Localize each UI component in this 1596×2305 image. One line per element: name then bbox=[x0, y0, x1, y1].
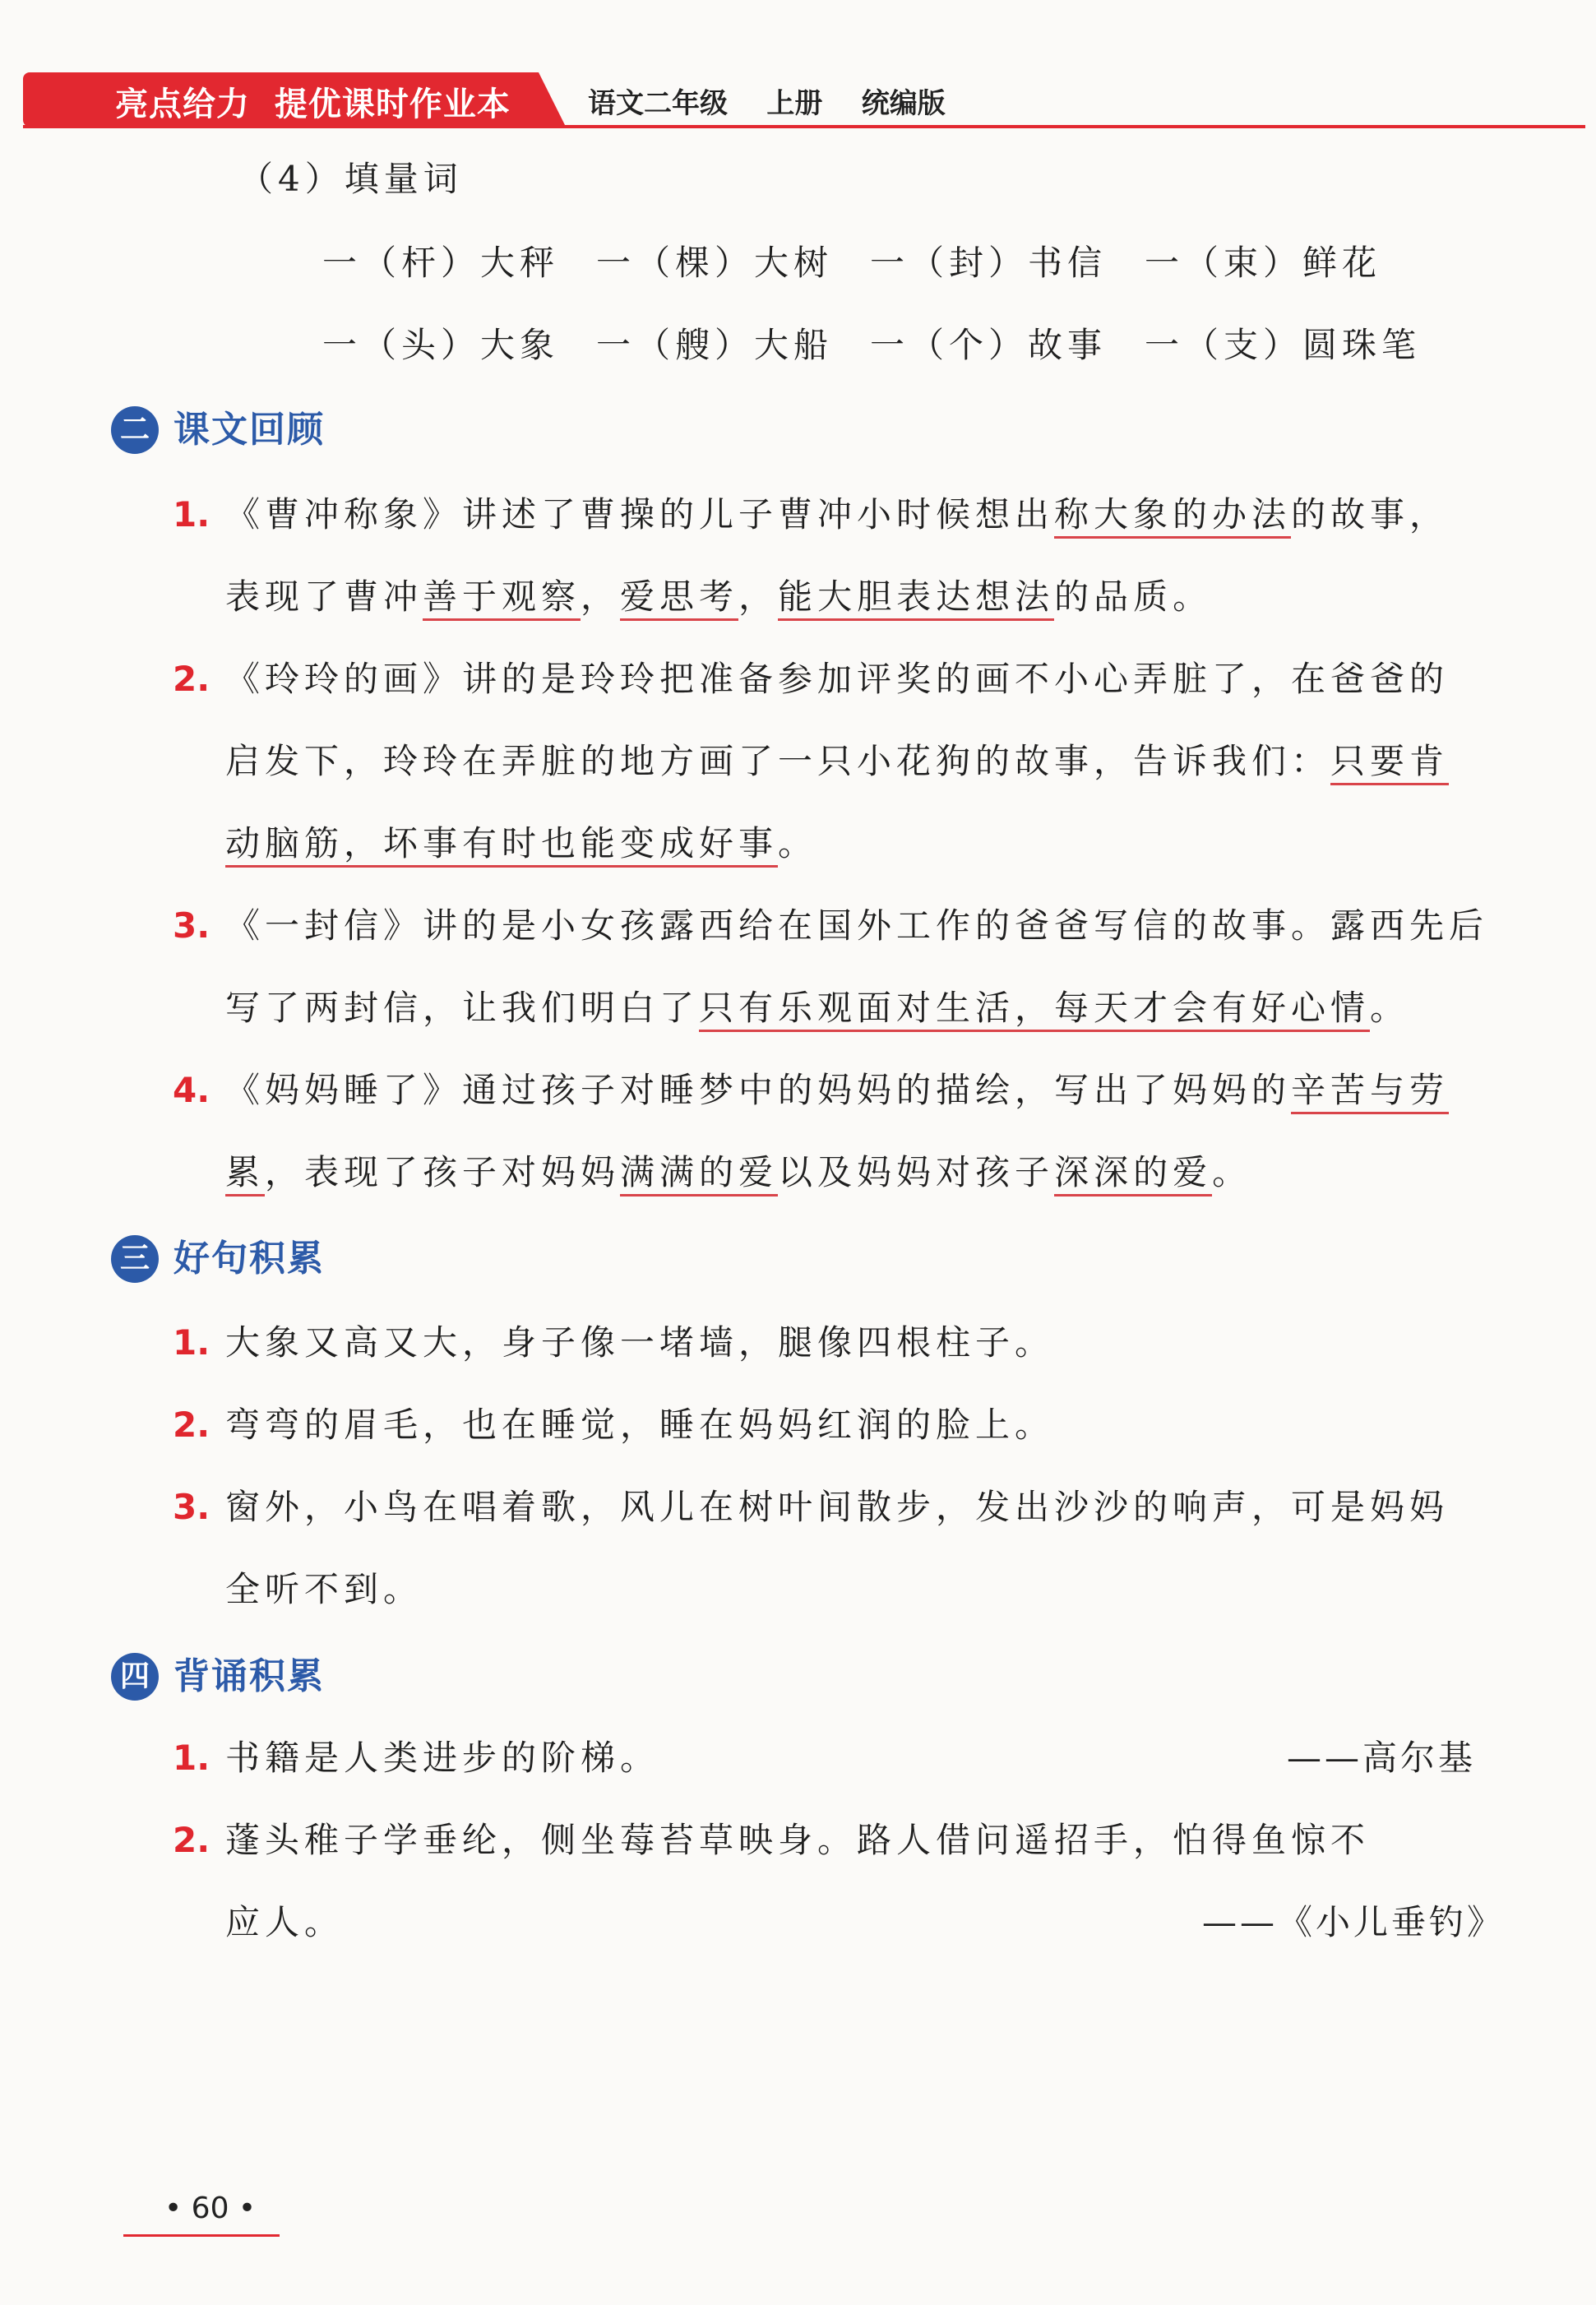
list-item-continuation: 写了两封信，让我们明白了只有乐观面对生活，每天才会有好心情。 bbox=[225, 985, 1409, 1031]
measure-word-item: 一（封）书信 bbox=[870, 243, 1108, 283]
section-title: 课文回顾 bbox=[173, 409, 325, 451]
section-good-sentences bbox=[111, 1233, 522, 1288]
measure-word-item: 一（支）圆珠笔 bbox=[1145, 325, 1422, 365]
page-number-underline bbox=[123, 2234, 280, 2237]
list-item: 3. 窗外，小鸟在唱着歌，风儿在树叶间散步，发出沙沙的响声，可是妈妈 bbox=[173, 1487, 1450, 1527]
list-item: 1. 书籍是人类进步的阶梯。 bbox=[173, 1738, 660, 1778]
page-header bbox=[0, 0, 1596, 132]
page-number bbox=[123, 2192, 280, 2241]
section-recitation bbox=[111, 1651, 522, 1706]
list-item: 2. 弯弯的眉毛，也在睡觉，睡在妈妈红润的脸上。 bbox=[173, 1405, 1055, 1445]
measure-word-item: 一（棵）大树 bbox=[596, 243, 834, 283]
list-item-continuation: 应人。 bbox=[225, 1902, 345, 1942]
measure-word-title: （4）填量词 bbox=[238, 159, 463, 199]
book-subject: 语文二年级 上册 统编版 bbox=[588, 87, 946, 120]
list-item: 1. 大象又高又大，身子像一堵墙，腿像四根柱子。 bbox=[173, 1322, 1055, 1363]
quote-attribution: ——《小儿垂钓》 bbox=[1202, 1902, 1506, 1942]
section-number-badge: 三 bbox=[111, 1235, 159, 1283]
list-item-continuation: 累，表现了孩子对妈妈满满的爱以及妈妈对孩子深深的爱。 bbox=[225, 1150, 1251, 1196]
section-text-review bbox=[111, 405, 522, 459]
measure-word-item: 一（个）故事 bbox=[870, 325, 1108, 365]
brand-title: 亮点给力 提优课时作业本 bbox=[115, 86, 511, 123]
section-title: 背诵积累 bbox=[173, 1655, 325, 1697]
section-number-badge: 四 bbox=[111, 1653, 159, 1701]
measure-word-item: 一（杆）大秤 bbox=[322, 243, 560, 283]
measure-word-item: 一（艘）大船 bbox=[596, 325, 834, 365]
list-item: 2. 蓬头稚子学垂纶，侧坐莓苔草映身。路人借问遥招手，怕得鱼惊不 bbox=[173, 1820, 1371, 1860]
list-item-continuation: 启发下，玲玲在弄脏的地方画了一只小花狗的故事，告诉我们：只要肯 bbox=[225, 738, 1449, 785]
measure-word-item: 一（束）鲜花 bbox=[1145, 243, 1382, 283]
section-title: 好句积累 bbox=[173, 1238, 325, 1280]
list-item-continuation: 全听不到。 bbox=[225, 1569, 423, 1609]
quote-attribution: ——高尔基 bbox=[1287, 1738, 1477, 1778]
list-item-continuation: 动脑筋，坏事有时也能变成好事。 bbox=[225, 821, 817, 867]
list-item: 4. 《妈妈睡了》通过孩子对睡梦中的妈妈的描绘，写出了妈妈的辛苦与劳 bbox=[173, 1067, 1449, 1113]
list-item: 1. 《曹冲称象》讲述了曹操的儿子曹冲小时候想出称大象的办法的故事， bbox=[173, 492, 1449, 538]
page-number-text: • 60 • bbox=[164, 2192, 257, 2225]
list-item-continuation: 表现了曹冲善于观察，爱思考，能大胆表达想法的品质。 bbox=[225, 574, 1212, 620]
header-divider bbox=[23, 125, 1585, 128]
list-item: 2. 《玲玲的画》讲的是玲玲把准备参加评奖的画不小心弄脏了，在爸爸的 bbox=[173, 659, 1450, 699]
section-number-badge: 二 bbox=[111, 406, 159, 454]
measure-word-item: 一（头）大象 bbox=[322, 325, 560, 365]
list-item: 3. 《一封信》讲的是小女孩露西给在国外工作的爸爸写信的故事。露西先后 bbox=[173, 905, 1489, 946]
